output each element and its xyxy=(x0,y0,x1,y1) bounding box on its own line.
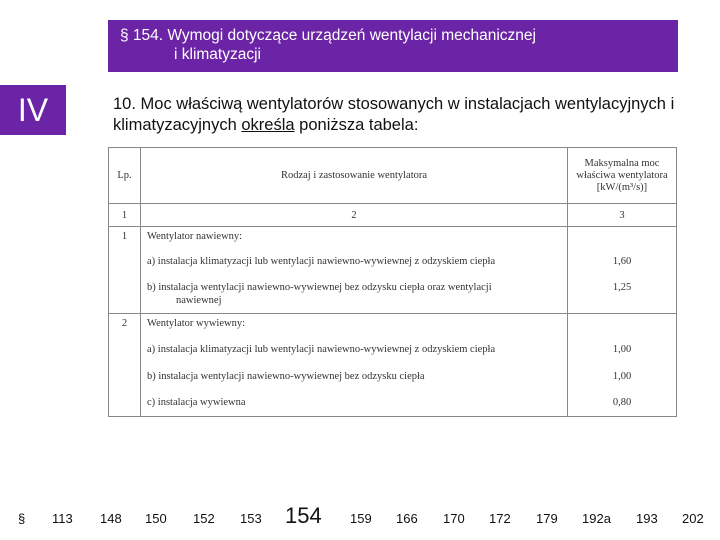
column-number: 3 xyxy=(568,204,677,227)
nav-link-159[interactable]: 159 xyxy=(350,511,372,526)
intro-text: 10. Moc właściwą wentylatorów stosowanych w instalacjach wentylacyjnych i klimatyzacyjnych xyxy=(113,95,675,134)
row-description xyxy=(141,227,568,314)
row-lp xyxy=(109,314,141,417)
list-item: a) instalacja klimatyzacji lub wentylacji nawiewno-wywiewnej z odzyskiem ciepła xyxy=(147,344,496,355)
nav-link-193[interactable]: 193 xyxy=(636,511,658,526)
row-lp-text: 2 xyxy=(121,318,128,329)
nav-link-section-symbol[interactable]: § xyxy=(18,511,26,526)
list-item: b) instalacja wentylacji nawiewno-wywiewnej bez odzysku ciepła oraz wentylacji xyxy=(147,282,492,293)
row-values xyxy=(568,227,677,314)
header-lp: Lp. xyxy=(109,148,141,204)
fan-power-table xyxy=(108,147,677,417)
table-row xyxy=(109,314,677,417)
header-max-line1: Maksymalna moc xyxy=(584,157,660,169)
value: 1,00 xyxy=(612,344,632,355)
list-item: a) instalacja klimatyzacji lub wentylacji nawiewno-wywiewnej z odzyskiem ciepła xyxy=(147,256,496,267)
column-number: 2 xyxy=(141,204,568,227)
group-title: Wentylator wywiewny: xyxy=(147,318,246,329)
row-values xyxy=(568,314,677,417)
value: 0,80 xyxy=(612,397,632,408)
nav-link-172[interactable]: 172 xyxy=(489,511,511,526)
title-line-2: i klimatyzacji xyxy=(174,46,261,63)
nav-link-179[interactable]: 179 xyxy=(536,511,558,526)
nav-link-152[interactable]: 152 xyxy=(193,511,215,526)
section-title xyxy=(108,20,678,72)
nav-link-170[interactable]: 170 xyxy=(443,511,465,526)
value: 1,60 xyxy=(612,256,632,267)
nav-link-113[interactable]: 113 xyxy=(52,511,73,526)
intro-text-end: poniższa tabela: xyxy=(294,116,419,134)
list-item: c) instalacja wywiewna xyxy=(147,397,246,408)
nav-current-154[interactable]: 154 xyxy=(285,503,322,528)
row-lp-text: 1 xyxy=(121,231,128,242)
section-navigation xyxy=(0,505,720,535)
table-header-row xyxy=(109,148,677,204)
group-title: Wentylator nawiewny: xyxy=(147,231,243,242)
header-max-power xyxy=(568,148,677,204)
nav-link-150[interactable]: 150 xyxy=(145,511,167,526)
intro-underlined: określa xyxy=(241,116,295,134)
list-item: b) instalacja wentylacji nawiewno-wywiewnej bez odzysku ciepła xyxy=(147,371,425,382)
value: 1,25 xyxy=(612,282,632,293)
row-description xyxy=(141,314,568,417)
nav-link-148[interactable]: 148 xyxy=(100,511,122,526)
chapter-badge: IV xyxy=(0,85,66,135)
list-item-continuation: nawiewnej xyxy=(176,295,222,306)
header-max-line2: właściwa wentylatora xyxy=(576,169,668,181)
nav-link-202[interactable]: 202 xyxy=(682,511,704,526)
column-number-row xyxy=(109,204,677,227)
value: 1,00 xyxy=(612,371,632,382)
nav-link-166[interactable]: 166 xyxy=(396,511,418,526)
row-lp xyxy=(109,227,141,314)
title-line-1: § 154. Wymogi dotyczące urządzeń wentylacji mechanicznej xyxy=(120,27,536,44)
nav-link-192a[interactable]: 192a xyxy=(582,511,611,526)
column-number: 1 xyxy=(109,204,141,227)
table-row xyxy=(109,227,677,314)
intro-paragraph xyxy=(113,94,693,136)
header-max-line3: [kW/(m³/s)] xyxy=(596,181,648,193)
nav-link-153[interactable]: 153 xyxy=(240,511,262,526)
header-type: Rodzaj i zastosowanie wentylatora xyxy=(141,148,568,204)
